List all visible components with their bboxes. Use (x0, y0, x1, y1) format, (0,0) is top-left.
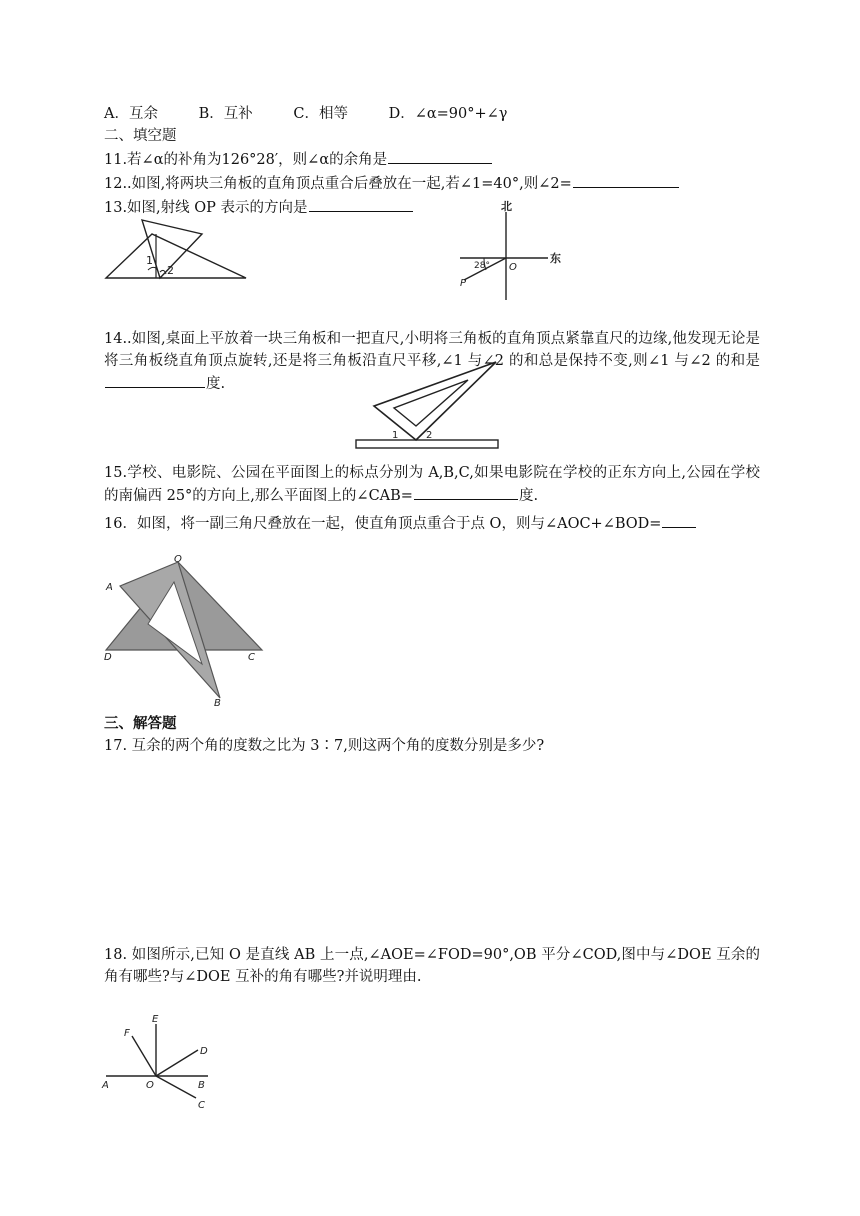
figure-12-triangles (104, 214, 254, 284)
figure-18-b-label: B (198, 1080, 205, 1091)
figure-16-d-label: D (104, 652, 112, 663)
figure-16-a-label: A (106, 582, 113, 593)
question-14-text: 14..如图,桌面上平放着一块三角板和一把直尺,小明将三角板的直角顶点紧靠直尺的边缘,他发现无论是将三角板绕直角顶点旋转,还是将三角板沿直尺平移,∠1 与∠2 的和总是保持不变,则∠1 与∠2 的和是 (104, 331, 760, 369)
answer-blank-13 (309, 196, 413, 212)
option-d: D．∠α=90°+∠γ (388, 106, 508, 122)
section-fill-in-heading: 二、填空题 (104, 128, 177, 144)
figure-13-p-label: P (460, 278, 467, 289)
figure-13-angle-label: 28° (474, 261, 490, 271)
figure-16-o-label: O (174, 554, 182, 565)
figure-13-north-label: 北 (501, 200, 512, 213)
figure-18-rays (100, 1014, 220, 1110)
question-14-end: 度. (206, 376, 226, 392)
figure-14-label-1: 1 (392, 430, 399, 441)
question-12-text: 12..如图,将两块三角板的直角顶点重合后叠放在一起,若∠1=40°,则∠2= (104, 176, 572, 192)
answer-blank-12 (573, 172, 679, 188)
figure-18-f-label: F (124, 1028, 130, 1039)
option-b: B．互补 (198, 106, 253, 122)
answer-blank-11 (388, 148, 492, 164)
question-18-text: 18. 如图所示,已知 O 是直线 AB 上一点,∠AOE=∠FOD=90°,OB 平分∠COD,图中与∠DOE 互余的角有哪些?与∠DOE 互补的角有哪些?并说明理由. (104, 947, 760, 985)
question-15 (104, 462, 760, 507)
figure-16-set-squares (100, 556, 270, 708)
figure-14-label-2: 2 (426, 430, 433, 441)
option-c: C．相等 (293, 106, 348, 122)
question-18 (104, 944, 760, 988)
figure-14-triangle-ruler (356, 352, 506, 456)
figure-18-e-label: E (152, 1014, 159, 1025)
figure-18-c-label: C (198, 1100, 205, 1111)
answer-blank-14 (105, 372, 205, 388)
figure-18-o-label: O (146, 1080, 154, 1091)
figure-18-a-label: A (102, 1080, 109, 1091)
question-11-text: 11.若∠α的补角为126°28′，则∠α的余角是 (104, 152, 388, 168)
figure-12-label-1: 1 (146, 254, 153, 267)
answer-blank-16 (662, 512, 696, 528)
section-solve-heading: 三、解答题 (104, 715, 177, 732)
figure-16-c-label: C (248, 652, 255, 663)
answer-blank-15 (414, 484, 518, 500)
question-15-end: 度. (518, 488, 539, 504)
option-a: A．互余 (104, 106, 158, 122)
figure-13-direction (450, 198, 570, 302)
figure-13-east-label: 东 (550, 252, 561, 265)
question-11 (104, 148, 493, 170)
q10-options (104, 104, 543, 124)
question-17: 17. 互余的两个角的度数之比为 3∶7,则这两个角的度数分别是多少? (104, 738, 545, 754)
figure-18-d-label: D (200, 1046, 208, 1057)
figure-12-label-2: 2 (167, 264, 174, 277)
question-16-text: 16．如图，将一副三角尺叠放在一起，使直角顶点重合于点 O，则与∠AOC+∠BOD= (104, 516, 662, 532)
question-15-text: 15.学校、电影院、公园在平面图上的标点分别为 A,B,C,如果电影院在学校的正东方向上,公园在学校的南偏西 25°的方向上,那么平面图上的∠CAB= (104, 465, 760, 504)
figure-13-o-label: O (509, 262, 517, 273)
question-13-text: 13.如图,射线 OP 表示的方向是 (104, 200, 308, 216)
figure-16-b-label: B (214, 698, 221, 709)
question-12 (104, 172, 680, 194)
question-16 (104, 512, 697, 534)
